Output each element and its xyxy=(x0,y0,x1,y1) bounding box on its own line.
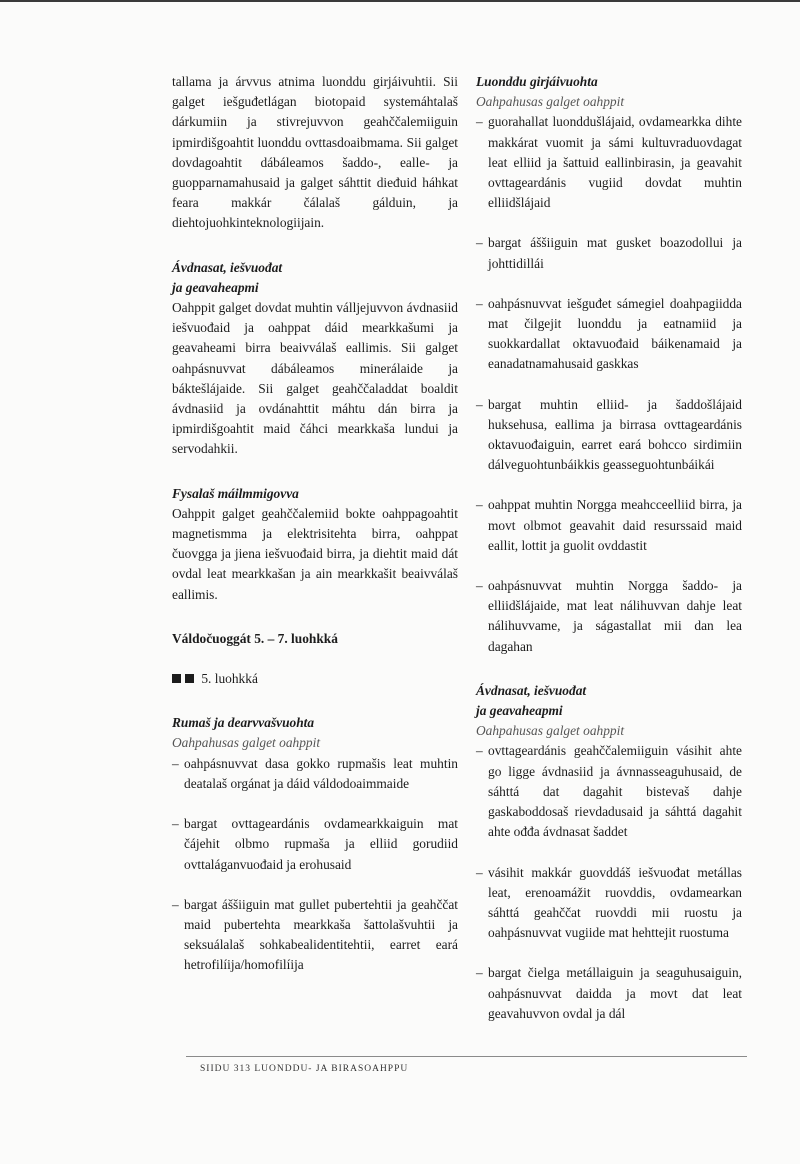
list-item xyxy=(476,495,742,556)
section-heading-materials-line1: Ávdnasat, iešvuođat xyxy=(172,259,283,275)
dash-bullet: – xyxy=(172,816,179,832)
list-item-text: bargat áššiiguin mat gusket boazodollui ja johttidillái xyxy=(488,235,742,271)
intro-paragraph: tallama ja árvvus atnima luonddu girjáivuhtii. Sii galget iešguđetlágan biotopaid systemáhtalaš dárkumiin ja stivrejuvvon geahččalemiiguin ipmirdišgoahtit luonddu ovttasdoaibmama. Sii galget dovdagoahtit dábáleamos šaddo-, ealle- ja guopparnamahusaid ja galget sáhttit dieđuid háhkat feara makkár čálalaš gálduin, ja diehtojuohkinteknologiijain. xyxy=(172,74,458,231)
list-item xyxy=(172,814,458,875)
list-item xyxy=(172,895,458,976)
section-subheading: Oahpahusas galget oahppit xyxy=(172,735,321,751)
materials-paragraph: Oahppit galget dovdat muhtin válljejuvvon ávdnasiid iešvuođaid ja oahppat dáid mearkkašumi ja geavaheami birra beaivválaš eallimis. Sii galget oahpásnuvvat dábáleamos minerálaide ja báktešlájaide. Sii galget geahččaladdat boaldit ávdnasiid ja ovdánahttit máhtu dán birra ja ipmirdišgoahtit maid čáhci mearkkaša lundui ja servodahkii. xyxy=(172,300,458,457)
square-bullet-icon xyxy=(185,674,194,683)
dash-bullet: – xyxy=(476,743,483,759)
section-heading-materials-line1: Ávdnasat, iešvuođat xyxy=(476,682,587,698)
list-item-text: oahppat muhtin Norgga meahcceelliid birra, ja movt olbmot geavahit daid resurssaid maid eallit, lottit ja guolit ovddastit xyxy=(488,497,742,553)
grade-marker xyxy=(172,669,458,689)
list-item-text: ovttageardánis geahččalemiiguin vásihit ahte go ligge ávdnasiid ja ávnnasseaguhusaid, de sáhttá dat dagahit bistevaš dahje gaskaboddosaš rievdadusaid ja sáhttá dagahit ahte ođđa ávdnasat šaddet xyxy=(488,743,742,840)
footer-rule xyxy=(186,1056,747,1057)
section-subheading: Oahpahusas galget oahppit xyxy=(476,94,625,110)
list-item-text: oahpásnuvvat iešguđet sámegiel doahpagiidda mat čilgejit luonddu ja eatnamiid ja suokkardallat oktavuođaid báikenamaid ja eanadatnamahusaid gaskkas xyxy=(488,295,742,372)
list-item-text: guorahallat luonddušlájaid, ovdamearkka dihte makkárat vuomit ja sámi kultuvraduovdagat leat elliid ja šattuid eallinbirasin, ja geavahit ovttageardánis vugiid dovdat muhtin elliidšlájaid xyxy=(488,114,742,211)
list-item xyxy=(476,741,742,842)
list-item-text: oahpásnuvvat muhtin Norgga šaddo- ja elliidšlájaide, mat leat nálihuvvan dahje leat nálihuvvame, ja ságastallat mii dan lea dagahan xyxy=(488,578,742,654)
dash-bullet: – xyxy=(476,396,483,412)
page-footer: SIIDU 313 LUONDDU- JA BIRASOAHPPU xyxy=(200,1064,409,1074)
list-item-text: bargat ovttageardánis ovdamearkkaiguin mat čájehit olbmo rupmaša ja elliid gorudiid ovttaláganvuođaid ja erohusaid xyxy=(184,816,458,872)
list-item xyxy=(172,754,458,794)
list-item-text: oahpásnuvvat dasa gokko rupmašis leat muhtin deatalaš orgánat ja dáid váldodoaimmaide xyxy=(184,755,458,791)
dash-bullet: – xyxy=(476,965,483,981)
section-heading-nature-diversity: Luonddu girjáivuohta xyxy=(476,74,598,89)
list-item xyxy=(476,233,742,273)
list-item xyxy=(476,294,742,375)
list-item xyxy=(476,112,742,213)
list-item xyxy=(476,395,742,476)
dash-bullet: – xyxy=(476,114,483,130)
left-column xyxy=(172,72,458,976)
grade-marker-label: 5. luohkká xyxy=(201,671,258,687)
dash-bullet: – xyxy=(172,755,179,771)
list-item-text: bargat áššiiguin mat gullet pubertehtii ja geahččat maid pubertehta mearkkaša šattolašvuhtii ja seksuálalaš sohkabealidentitehtii, earret eará hetrofilíija/homofilíija xyxy=(184,896,458,973)
list-item-text: vásihit makkár guovddáš iešvuođat metállas leat, erenoamážit ruovddis, ovdamearkan sáhttá geahččat ruovddi mii ruostu ja oahpásnuvvat vugiide mat hehttejit ruostuma xyxy=(488,864,742,941)
list-item xyxy=(476,963,742,1024)
list-item-text: bargat čielga metállaiguin ja seaguhusaiguin, oahpásnuvvat daidda ja movt dat leat geavahuvvon ovdal ja dál xyxy=(488,965,742,1021)
grade-range-heading: Váldočuoggát 5. – 7. luohkká xyxy=(172,630,338,646)
section-heading-materials-line2: ja geavaheapmi xyxy=(476,703,563,719)
dash-bullet: – xyxy=(476,235,483,251)
dash-bullet: – xyxy=(476,497,483,513)
dash-bullet: – xyxy=(476,864,483,880)
right-column xyxy=(476,72,742,1024)
physical-world-paragraph: Oahppit galget geahččalemiid bokte oahppagoahtit magnetismma ja elektrisitehta birra, oahppat čuovgga ja jiena iešvuođaid birra, ja diehtit maid dát ovdal leat mearkkašan ja ain mearkkašit beaivválaš eallimis. xyxy=(172,505,458,602)
list-item xyxy=(476,863,742,944)
section-heading-materials-line2: ja geavaheapmi xyxy=(172,279,259,295)
dash-bullet: – xyxy=(172,896,179,912)
section-heading-physical-world: Fysalaš máilmmigovva xyxy=(172,485,299,501)
square-bullet-icon xyxy=(172,674,181,683)
dash-bullet: – xyxy=(476,295,483,311)
list-item-text: bargat muhtin elliid- ja šaddošlájaid huksehusa, eallima ja birrasa ovttageardánis oktavuođaiguin, earret eará bohcco sirdimiin dálveguohtunbáikkis geasseguohtunbáikái xyxy=(488,396,742,473)
section-heading-body-health: Rumaš ja dearvvašvuohta xyxy=(172,715,315,731)
top-border-line xyxy=(0,0,800,2)
section-subheading: Oahpahusas galget oahppit xyxy=(476,723,625,739)
dash-bullet: – xyxy=(476,578,483,594)
list-item xyxy=(476,576,742,657)
